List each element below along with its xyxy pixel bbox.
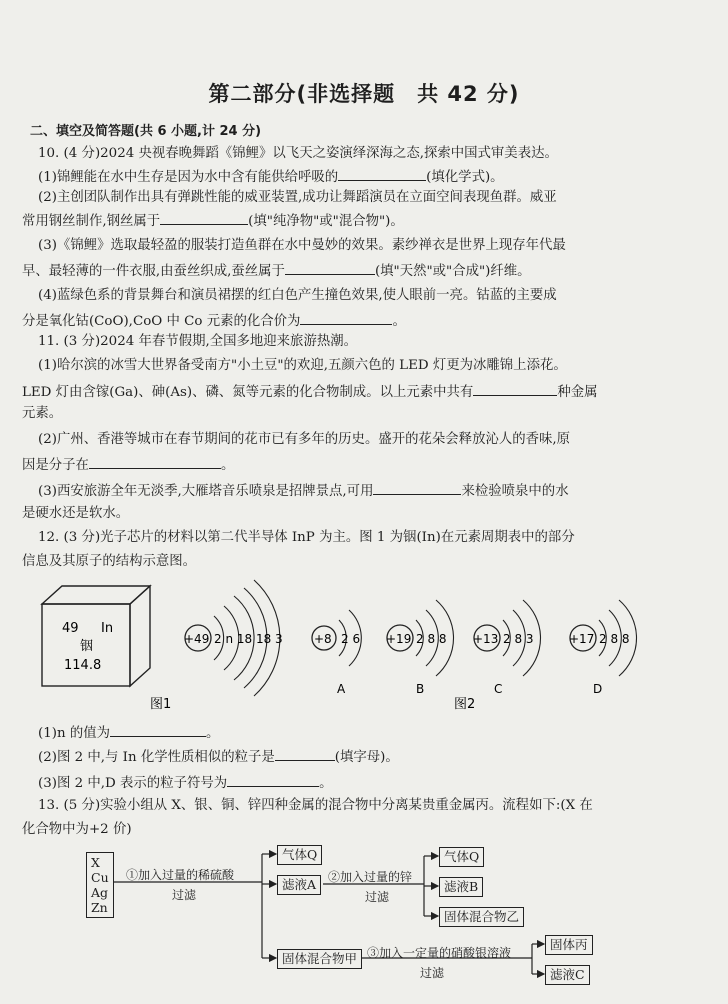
q11-sub3-line2: 是硬水还是软水。 [22,506,130,521]
q12-sub1-text: (1)n 的值为 [38,726,111,741]
atom-b [386,600,454,696]
q10-sub1 [38,168,504,186]
box-solid-a: 固体混合物甲 [277,949,362,969]
q10-sub3-tail: (填"天然"或"合成")纤维。 [374,264,531,279]
q11-sub2-line2 [22,456,234,474]
atom-d [569,600,637,696]
q11-blank-2[interactable] [89,456,221,469]
flow-step-3-filter: 过滤 [420,966,445,980]
q10-sub2-tail: (填"纯净物"或"混合物")。 [248,214,404,229]
q11-stem: 11. (3 分)2024 年春节假期,全国多地迎来旅游热潮。 [38,334,358,349]
element-mass: 114.8 [64,658,102,673]
q11-sub1-tail: 种金属 [557,385,598,400]
q12-blank-3[interactable] [227,774,319,787]
start-zn: Zn [91,900,108,915]
q10-sub1-text: (1)锦鲤能在水中生存是因为水中含有能供给呼吸的 [38,170,339,185]
atom-d-nucleus: +17 [569,632,595,646]
box-filtrate-a: 滤液A [277,875,321,895]
q11-sub1-line2 [22,383,598,401]
q11-sub3-text: (3)西安旅游全年无淡季,大雁塔音乐喷泉是招牌景点,可用 [38,484,374,499]
q11-sub1-line1: (1)哈尔滨的冰雪大世界备受南方"小土豆"的欢迎,五颜六色的 LED 灯更为冰雕锦上添花。 [38,358,567,373]
q10-sub3-line1: (3)《锦鲤》选取最轻盈的服装打造鱼群在水中曼妙的效果。素纱禅衣是世界上现存年代最 [38,238,566,253]
page-title: 第二部分(非选择题 共 42 分) [208,82,520,106]
q10-sub4-tail: 。 [392,314,406,329]
q11-sub3-tail: 来检验喷泉中的水 [461,484,569,499]
element-symbol: In [101,621,114,636]
q10-sub2-line1: (2)主创团队制作出具有弹跳性能的威亚装置,成功让舞蹈演员在立面空间表现鱼群。威亚 [38,190,557,205]
q10-blank-1[interactable] [338,168,426,181]
q12-sub3-tail: 。 [319,776,333,791]
q10-sub4-text: 分是氧化钴(CoO),CoO 中 Co 元素的化合价为 [22,314,301,329]
q12-sub2 [38,748,399,766]
atom-in-nucleus: +49 [184,632,210,646]
element-cell [42,586,150,686]
q13-stem-line2: 化合物中为+2 价) [22,822,132,837]
atom-in [184,580,283,696]
q12-blank-2[interactable] [275,748,335,761]
q12-blank-1[interactable] [110,724,206,737]
q11-blank-1[interactable] [473,383,557,396]
q11-sub1-text: LED 灯由含镓(Ga)、砷(As)、磷、氮等元素的化合物制成。以上元素中共有 [22,385,474,400]
atom-c-nucleus: +13 [473,632,499,646]
atom-c [473,600,541,696]
box-filtrate-c: 滤液C [545,965,590,985]
atom-d-shells: 2 8 8 [599,632,630,646]
q12-sub2-text: (2)图 2 中,与 In 化学性质相似的粒子是 [38,750,275,765]
q10-sub2-line2 [22,212,404,230]
q10-sub3-line2 [22,262,531,280]
q10-sub3-text: 早、最轻薄的一件衣服,由蚕丝织成,蚕丝属于 [22,264,285,279]
q12-sub3 [38,774,333,792]
q11-sub3-line1 [38,482,569,500]
q10-sub4-line2 [22,312,406,330]
element-name: 铟 [80,639,94,654]
fig2-caption: 图2 [454,697,476,712]
section-heading: 二、填空及简答题(共 6 小题,计 24 分) [30,124,262,139]
q10-sub4-line1: (4)蓝绿色系的背景舞台和演员裙摆的红白色产生撞色效果,使人眼前一亮。钴蓝的主要成 [38,288,557,303]
flow-step-1-filter: 过滤 [172,888,197,902]
atom-in-shells: 2 n 18 18 3 [214,632,283,646]
element-number: 49 [62,621,79,636]
flow-start-box [86,852,114,918]
q10-blank-4[interactable] [300,312,392,325]
box-solid-b: 固体混合物乙 [439,907,524,927]
q12-sub1 [38,724,219,742]
start-x: X [91,855,100,870]
box-gas-q: 气体Q [277,845,322,865]
q11-sub2-line1: (2)广州、香港等城市在春节期间的花市已有多年的历史。盛开的花朵会释放沁人的香味,原 [38,432,571,447]
atom-a-label: A [337,682,346,696]
flow-step-1: ①加入过量的稀硫酸 [126,868,235,882]
q11-sub1-line3: 元素。 [22,406,63,421]
q12-sub1-tail: 。 [206,726,220,741]
q10-sub1-tail: (填化学式)。 [426,170,504,185]
q10-sub2-text: 常用钢丝制作,钢丝属于 [22,214,161,229]
q11-sub2-text: 因是分子在 [22,458,89,473]
box-solid-c: 固体丙 [545,935,593,955]
q12-sub3-text: (3)图 2 中,D 表示的粒子符号为 [38,776,228,791]
q12-stem-line2: 信息及其原子的结构示意图。 [22,554,197,569]
atom-c-shells: 2 8 3 [503,632,534,646]
box-gas-q2: 气体Q [439,847,484,867]
q10-blank-2[interactable] [160,212,248,225]
q12-sub2-tail: (填字母)。 [334,750,399,765]
q12-stem-line1: 12. (3 分)光子芯片的材料以第二代半导体 InP 为主。图 1 为铟(In)在元素周期表中的部分 [38,530,575,545]
q11-sub2-tail: 。 [220,458,235,473]
atom-a-shells: 2 6 [341,632,361,646]
start-ag: Ag [91,885,109,900]
flow-step-2: ②加入过量的锌 [328,870,413,884]
atom-d-label: D [593,682,603,696]
atom-c-label: C [494,682,503,696]
atom-b-shells: 2 8 8 [416,632,447,646]
q12-figures [0,576,728,718]
flow-step-3: ③加入一定量的硝酸银溶液 [367,946,512,960]
flow-step-2-filter: 过滤 [365,890,390,904]
atom-b-label: B [416,682,425,696]
q10-stem: 10. (4 分)2024 央视春晚舞蹈《锦鲤》以飞天之姿演绎深海之态,探索中国式审美表达。 [38,146,558,161]
start-cu: Cu [91,870,109,885]
fig1-caption: 图1 [150,697,172,712]
q10-blank-3[interactable] [285,262,375,275]
q11-blank-3[interactable] [373,482,461,495]
atom-a [312,610,361,696]
atom-b-nucleus: +19 [386,632,412,646]
box-filtrate-b: 滤液B [439,877,483,897]
atom-a-nucleus: +8 [314,632,332,646]
q13-stem-line1: 13. (5 分)实验小组从 X、银、铜、锌四种金属的混合物中分离某贵重金属丙。流程如下:(X 在 [38,798,593,813]
